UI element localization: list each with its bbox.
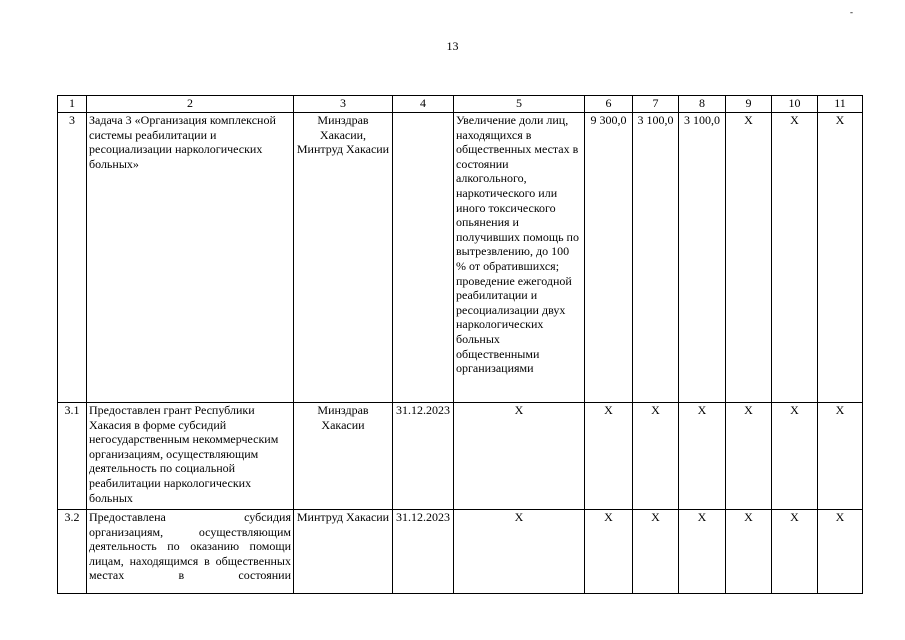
measures-table [57, 95, 863, 594]
row-value-10: Х [772, 403, 818, 510]
header-cell-3: 3 [294, 96, 393, 113]
row-value-10: Х [772, 113, 818, 403]
row-date: 31.12.2023 [393, 403, 454, 510]
row-value-11: Х [818, 403, 863, 510]
row-name: Предоставлен грант Республики Хакасия в форме субсидий негосударственным некоммерческим организациям, осуществляющим деятельность по социальной реабилитации наркологических больных [87, 403, 294, 510]
row-result: Увеличение доли лиц, находящихся в общественных местах в состоянии алкогольного, наркотического или иного токсического опьянения и получивших помощь по вытрезвлению, до 100 % от обратившихся; проведение ежегодной реабилитации и ресоциализации двух наркологических больных общественными организациями [454, 113, 585, 403]
table-row [58, 510, 863, 594]
row-value-9: Х [726, 403, 772, 510]
row-date: 31.12.2023 [393, 510, 454, 594]
header-cell-6: 6 [585, 96, 633, 113]
header-cell-9: 9 [726, 96, 772, 113]
row-value-7: Х [633, 403, 679, 510]
row-number: 3 [58, 113, 87, 403]
row-result: Х [454, 403, 585, 510]
row-value-8: Х [679, 403, 726, 510]
row-value-6: Х [585, 510, 633, 594]
row-value-9: Х [726, 113, 772, 403]
header-row [58, 96, 863, 113]
header-cell-2: 2 [87, 96, 294, 113]
page-number: 13 [446, 39, 459, 53]
row-value-8: 3 100,0 [679, 113, 726, 403]
row-number: 3.1 [58, 403, 87, 510]
row-value-10: Х [772, 510, 818, 594]
row-executor: Минздрав Хакасии [294, 403, 393, 510]
header-cell-11: 11 [818, 96, 863, 113]
header-cell-4: 4 [393, 96, 454, 113]
header-cell-7: 7 [633, 96, 679, 113]
row-number: 3.2 [58, 510, 87, 594]
header-cell-5: 5 [454, 96, 585, 113]
header-cell-8: 8 [679, 96, 726, 113]
header-cell-1: 1 [58, 96, 87, 113]
row-executor: Минтруд Хакасии [294, 510, 393, 594]
row-value-6: Х [585, 403, 633, 510]
row-value-7: Х [633, 510, 679, 594]
row-value-6: 9 300,0 [585, 113, 633, 403]
corner-mark: - [850, 7, 853, 17]
table-row [58, 113, 863, 403]
row-value-11: Х [818, 113, 863, 403]
row-value-7: 3 100,0 [633, 113, 679, 403]
row-name: Задача 3 «Организация комплексной системы реабилитации и ресоциализации наркологических больных» [87, 113, 294, 403]
row-executor: Минздрав Хакасии, Минтруд Хакасии [294, 113, 393, 403]
header-cell-10: 10 [772, 96, 818, 113]
row-value-9: Х [726, 510, 772, 594]
row-date [393, 113, 454, 403]
table-row [58, 403, 863, 510]
row-result: Х [454, 510, 585, 594]
row-value-11: Х [818, 510, 863, 594]
row-value-8: Х [679, 510, 726, 594]
row-name: Предоставлена субсидия организациям, осуществляющим деятельность по оказанию помощи лицам, находящимся в общественных местах в состоянии [87, 510, 294, 594]
